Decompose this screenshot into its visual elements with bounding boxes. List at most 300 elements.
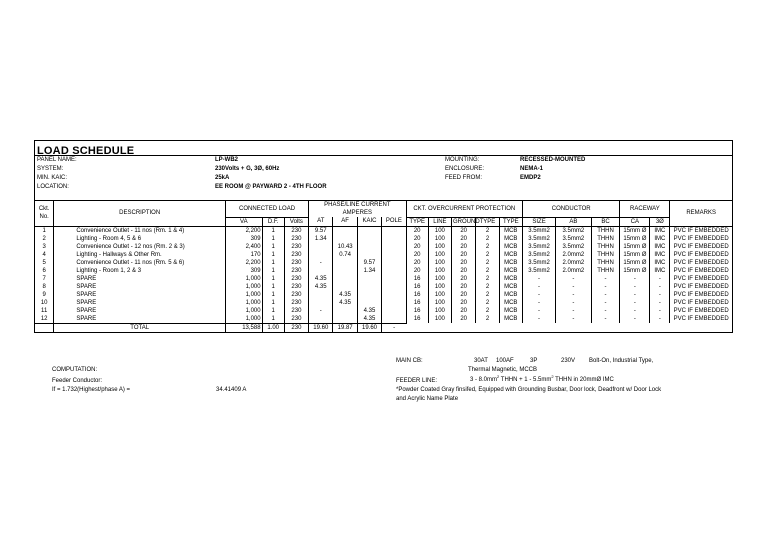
- raceway-type-cell: 15mm Ø: [620, 251, 650, 259]
- description-cell: SPARE: [54, 315, 226, 324]
- line-cell: 3.5mm2: [522, 259, 555, 267]
- raceway-type-cell: -: [620, 291, 650, 299]
- line-cell: 3.5mm2: [522, 251, 555, 259]
- raceway-size-header: SIZE: [522, 217, 555, 226]
- table-row: [35, 275, 732, 283]
- load-schedule-sheet: [34, 140, 733, 333]
- volts-cell: 230: [284, 259, 308, 267]
- system-label: SYSTEM:: [37, 166, 64, 172]
- df-cell: 1: [262, 243, 284, 251]
- ab-header: AB: [556, 217, 591, 226]
- at-cell: 20: [406, 235, 428, 243]
- enclosure-value: NEMA-1: [520, 166, 544, 172]
- schedule-table: [35, 201, 732, 332]
- pole-cell: 2: [476, 267, 499, 275]
- remarks-header: REMARKS: [670, 201, 732, 226]
- conductor-type-cell: THHN: [591, 235, 620, 243]
- raceway-type-cell: 15mm Ø: [620, 267, 650, 275]
- feeder-line-value: $3 - 8.0mm^2$ THHN + $1 - 5.5mm^2$ THHN in 20mmØ IMC: [470, 374, 614, 383]
- df-cell: 1: [262, 226, 284, 235]
- ckt-no-cell: 11: [35, 307, 54, 315]
- kaic-cell: 20: [452, 315, 476, 324]
- df-cell: 1: [262, 307, 284, 315]
- description-cell: SPARE: [54, 307, 226, 315]
- three-phase-cell: [382, 267, 406, 275]
- ckt-no-cell: 8: [35, 283, 54, 291]
- ab-cell: [309, 267, 333, 275]
- raceway-size-cell: -: [650, 291, 670, 299]
- kaic-cell: 20: [452, 235, 476, 243]
- va-cell: 1,000: [226, 275, 263, 283]
- total-va: 13,588: [226, 323, 263, 332]
- af-cell: 100: [428, 251, 451, 259]
- pole-cell: 2: [476, 275, 499, 283]
- volts-cell: 230: [284, 307, 308, 315]
- va-cell: 1,000: [226, 307, 263, 315]
- three-phase-cell: [382, 251, 406, 259]
- bc-header: BC: [591, 217, 620, 226]
- remarks-cell: PVC IF EMBEDDED: [673, 243, 729, 250]
- ab-cell: [309, 299, 333, 307]
- table-row: [35, 283, 732, 291]
- remarks-cell: PVC IF EMBEDDED: [673, 259, 729, 266]
- panel-name-value: LP-WB2: [215, 157, 238, 163]
- volts-cell: 230: [284, 243, 308, 251]
- raceway-size-cell: IMC: [650, 243, 670, 251]
- ckt-no-cell: 2: [35, 235, 54, 243]
- at-cell: 20: [406, 226, 428, 235]
- type-cell: MCB: [499, 235, 522, 243]
- ground-cell: -: [556, 275, 591, 283]
- conductor-type-cell: THHN: [591, 267, 620, 275]
- at-cell: 16: [406, 307, 428, 315]
- ab-cell: 1.34: [309, 235, 333, 243]
- main-cb-volts: 230V: [561, 358, 576, 364]
- volts-cell: 230: [284, 267, 308, 275]
- pole-cell: 2: [476, 226, 499, 235]
- bc-cell: 10.43: [333, 243, 357, 251]
- table-row: [35, 243, 732, 251]
- conductor-type-cell: -: [591, 299, 620, 307]
- ca-cell: [357, 243, 381, 251]
- af-cell: 100: [428, 299, 451, 307]
- ca-cell: [357, 226, 381, 235]
- df-cell: 1: [262, 315, 284, 324]
- af-cell: 100: [428, 259, 451, 267]
- pole-cell: 2: [476, 251, 499, 259]
- at-cell: 16: [406, 315, 428, 324]
- va-cell: 1,000: [226, 299, 263, 307]
- line-cell: 3.5mm2: [522, 267, 555, 275]
- type-cell: MCB: [499, 275, 522, 283]
- volts-cell: 230: [284, 291, 308, 299]
- line-cell: -: [522, 315, 555, 324]
- description-header: DESCRIPTION: [54, 201, 226, 226]
- df-cell: 1: [262, 299, 284, 307]
- af-cell: 100: [428, 275, 451, 283]
- kaic-cell: 20: [452, 267, 476, 275]
- ca-cell: [357, 251, 381, 259]
- pole-cell: 2: [476, 243, 499, 251]
- total-volts: 230: [284, 323, 308, 332]
- pole-header: POLE: [382, 217, 406, 226]
- three-phase-cell: [382, 259, 406, 267]
- main-cb-af: 100AF: [496, 358, 514, 364]
- ca-cell: [357, 275, 381, 283]
- three-phase-cell: [382, 275, 406, 283]
- df-cell: 1: [262, 251, 284, 259]
- pole-cell: 2: [476, 283, 499, 291]
- ckt-no-cell: 9: [35, 291, 54, 299]
- type-cell: MCB: [499, 243, 522, 251]
- line-cell: 3.5mm2: [522, 235, 555, 243]
- remarks-cell: PVC IF EMBEDDED: [673, 283, 729, 290]
- kaic-cell: 20: [452, 251, 476, 259]
- df-header: D.F.: [262, 217, 284, 226]
- va-cell: 170: [226, 251, 263, 259]
- table-row: [35, 235, 732, 243]
- af-cell: 100: [428, 291, 451, 299]
- ground-cell: -: [556, 283, 591, 291]
- description-cell: Lighting - Room 4, 5 & 6: [54, 235, 226, 243]
- raceway-size-cell: -: [650, 275, 670, 283]
- ground-cell: 3.5mm2: [556, 243, 591, 251]
- three-phase-header: 3Ø: [650, 217, 670, 226]
- table-row: [35, 251, 732, 259]
- line-cell: -: [522, 283, 555, 291]
- volts-cell: 230: [284, 299, 308, 307]
- df-cell: 1: [262, 275, 284, 283]
- raceway-size-cell: -: [650, 307, 670, 315]
- af-cell: 100: [428, 226, 451, 235]
- mounting-value: RECESSED-MOUNTED: [520, 157, 586, 163]
- va-cell: 1,000: [226, 283, 263, 291]
- ckt-no-cell: 1: [35, 226, 54, 235]
- pole-cell: 2: [476, 291, 499, 299]
- overcurrent-header: CKT. OVERCURRENT PROTECTION: [406, 201, 522, 217]
- main-cb-at: 30AT: [474, 358, 488, 364]
- raceway-type-cell: 15mm Ø: [620, 226, 650, 235]
- at-cell: 16: [406, 283, 428, 291]
- main-cb-desc: Bolt-On, Industrial Type,: [589, 358, 654, 364]
- volts-cell: 230: [284, 315, 308, 324]
- raceway-type-cell: -: [620, 315, 650, 324]
- phase-current-header: PHASE/LINE CURRENT AMPERES: [309, 201, 407, 217]
- va-cell: 309: [226, 267, 263, 275]
- system-value: 230Volts + G, 3Ø, 60Hz: [215, 166, 280, 172]
- description-cell: Convenience Outlet - 12 nos (Rm. 2 & 3): [54, 243, 226, 251]
- raceway-type-cell: 15mm Ø: [620, 243, 650, 251]
- ckt-no-cell: 7: [35, 275, 54, 283]
- panel-name-label: PANEL NAME:: [37, 157, 77, 163]
- ca-cell: [357, 283, 381, 291]
- ground-header: GROUND: [453, 218, 480, 225]
- mounting-label: MOUNTING:: [445, 157, 480, 163]
- ca-cell: [357, 299, 381, 307]
- raceway-type-cell: 15mm Ø: [620, 235, 650, 243]
- at-cell: 20: [406, 251, 428, 259]
- description-cell: SPARE: [54, 299, 226, 307]
- type-cell: MCB: [499, 226, 522, 235]
- af-cell: 100: [428, 307, 451, 315]
- total-bc: 19.87: [333, 323, 357, 332]
- ab-cell: -: [309, 259, 333, 267]
- type-cell: MCB: [499, 251, 522, 259]
- af-header: AF: [333, 217, 357, 226]
- page-title: LOAD SCHEDULE: [37, 145, 135, 157]
- at-cell: 20: [406, 267, 428, 275]
- af-cell: 100: [428, 267, 451, 275]
- raceway-size-cell: IMC: [650, 235, 670, 243]
- feeder-conductor-label: Feeder Conductor:: [52, 378, 103, 384]
- table-row: [35, 299, 732, 307]
- schedule-rows: [35, 226, 732, 323]
- raceway-type-cell: -: [620, 307, 650, 315]
- conductor-header: CONDUCTOR: [522, 201, 620, 217]
- description-cell: SPARE: [54, 291, 226, 299]
- ckt-no-cell: 5: [35, 259, 54, 267]
- description-cell: Convenience Outlet - 11 nos (Rm. 1 & 4): [54, 226, 226, 235]
- conductor-type-cell: THHN: [591, 243, 620, 251]
- ground-cell: -: [556, 299, 591, 307]
- df-cell: 1: [262, 291, 284, 299]
- three-phase-cell: [382, 307, 406, 315]
- va-cell: 2,200: [226, 259, 263, 267]
- type-cell: MCB: [499, 291, 522, 299]
- af-cell: 100: [428, 243, 451, 251]
- volts-cell: 230: [284, 275, 308, 283]
- line-cell: 3.5mm2: [522, 226, 555, 235]
- conductor-type-cell: -: [591, 283, 620, 291]
- feed-from-value: EMDP2: [520, 175, 541, 181]
- bc-cell: [333, 283, 357, 291]
- va-cell: 309: [226, 235, 263, 243]
- ground-cell: -: [556, 307, 591, 315]
- type-cell: MCB: [499, 283, 522, 291]
- conductor-type-cell: -: [591, 307, 620, 315]
- three-phase-cell: [382, 235, 406, 243]
- ab-cell: -: [309, 307, 333, 315]
- at-cell: 16: [406, 291, 428, 299]
- remarks-cell: PVC IF EMBEDDED: [673, 315, 729, 322]
- ca-cell: 9.57: [357, 259, 381, 267]
- description-cell: SPARE: [54, 283, 226, 291]
- ground-cell: 2.0mm2: [556, 251, 591, 259]
- total-three-phase: -: [382, 323, 406, 332]
- ab-cell: 9.57: [309, 226, 333, 235]
- ground-cell: 3.5mm2: [556, 226, 591, 235]
- line-cell: -: [522, 275, 555, 283]
- bc-cell: [333, 259, 357, 267]
- bc-cell: 4.35: [333, 299, 357, 307]
- ab-cell: 4.35: [309, 283, 333, 291]
- formula-text: If = 1.732(Highest/phase A) =: [52, 387, 131, 393]
- ckt-no-cell: 6: [35, 267, 54, 275]
- feed-from-label: FEED FROM:: [445, 175, 482, 181]
- remarks-cell: PVC IF EMBEDDED: [673, 299, 729, 306]
- pole-cell: 2: [476, 299, 499, 307]
- raceway-type-cell: -: [620, 275, 650, 283]
- remarks-cell: PVC IF EMBEDDED: [673, 307, 729, 314]
- three-phase-cell: [382, 243, 406, 251]
- va-cell: 2,400: [226, 243, 263, 251]
- kaic-header: KAIC: [357, 217, 381, 226]
- at-cell: 20: [406, 259, 428, 267]
- bc-cell: [333, 267, 357, 275]
- df-cell: 1: [262, 235, 284, 243]
- pole-cell: 2: [476, 307, 499, 315]
- enclosure-note-continued: and Acrylic Name Plate: [396, 396, 459, 402]
- feeder-line-label: FEEDER LINE:: [396, 378, 438, 384]
- at-header: AT: [309, 217, 333, 226]
- ground-cell: 2.0mm2: [556, 259, 591, 267]
- va-cell: 1,000: [226, 315, 263, 324]
- table-row: [35, 315, 732, 324]
- ckt-no-cell: 3: [35, 243, 54, 251]
- main-cb-desc2: Thermal Magnetic, MCCB: [468, 367, 538, 373]
- raceway-size-cell: -: [650, 299, 670, 307]
- three-phase-cell: [382, 299, 406, 307]
- line-cell: -: [522, 299, 555, 307]
- total-label: TOTAL: [54, 323, 226, 332]
- three-phase-cell: [382, 291, 406, 299]
- table-row: [35, 267, 732, 275]
- total-ca: 19.60: [357, 323, 381, 332]
- kaic-cell: 20: [452, 226, 476, 235]
- ca-cell: [357, 235, 381, 243]
- conductor-type-cell: THHN: [591, 251, 620, 259]
- min-kaic-value: 25kA: [215, 175, 230, 181]
- conductor-type-header: TYPE: [476, 217, 499, 226]
- table-row: [35, 291, 732, 299]
- description-cell: SPARE: [54, 275, 226, 283]
- volts-cell: 230: [284, 251, 308, 259]
- ca-cell: [357, 291, 381, 299]
- panel-info: [35, 156, 732, 201]
- description-cell: Lighting - Room 1, 2 & 3: [54, 267, 226, 275]
- ab-cell: [309, 243, 333, 251]
- type-cell: MCB: [499, 299, 522, 307]
- remarks-cell: PVC IF EMBEDDED: [673, 251, 729, 258]
- line-cell: -: [522, 307, 555, 315]
- line-header: LINE: [428, 217, 451, 226]
- total-df: 1.00: [262, 323, 284, 332]
- remarks-cell: PVC IF EMBEDDED: [673, 267, 729, 274]
- three-phase-cell: [382, 226, 406, 235]
- ground-cell: -: [556, 315, 591, 324]
- ground-cell: 3.5mm2: [556, 235, 591, 243]
- bc-cell: [333, 307, 357, 315]
- bc-cell: [333, 226, 357, 235]
- raceway-size-cell: IMC: [650, 259, 670, 267]
- bc-cell: 4.35: [333, 291, 357, 299]
- df-cell: 1: [262, 267, 284, 275]
- conductor-type-cell: -: [591, 275, 620, 283]
- type-header: TYPE: [406, 217, 428, 226]
- min-kaic-label: MIN. KAIC:: [37, 175, 68, 181]
- conductor-type-cell: THHN: [591, 259, 620, 267]
- kaic-cell: 20: [452, 243, 476, 251]
- at-cell: 16: [406, 299, 428, 307]
- ckt-no-header: Ckt. No.: [35, 201, 54, 226]
- ca-cell: 4.35: [357, 307, 381, 315]
- remarks-cell: PVC IF EMBEDDED: [673, 275, 729, 282]
- location-value: EE ROOM @ PAYWARD 2 - 4TH FLOOR: [215, 184, 327, 190]
- va-cell: 1,000: [226, 291, 263, 299]
- ab-cell: [309, 315, 333, 324]
- computation-label: COMPUTATION:: [52, 367, 98, 373]
- raceway-type-cell: -: [620, 283, 650, 291]
- ab-cell: [309, 291, 333, 299]
- raceway-type-header: TYPE: [499, 217, 522, 226]
- enclosure-label: ENCLOSURE:: [445, 166, 485, 172]
- volts-header: Volts: [284, 217, 308, 226]
- at-cell: 16: [406, 275, 428, 283]
- main-cb-label: MAIN CB:: [396, 358, 423, 364]
- pole-cell: 2: [476, 259, 499, 267]
- at-cell: 20: [406, 243, 428, 251]
- total-ab: 19.60: [309, 323, 333, 332]
- ckt-no-cell: 12: [35, 315, 54, 324]
- type-cell: MCB: [499, 315, 522, 324]
- bc-cell: 0.74: [333, 251, 357, 259]
- total-row: [35, 323, 732, 332]
- connected-load-header: CONNECTED LOAD: [226, 201, 309, 217]
- line-cell: -: [522, 291, 555, 299]
- raceway-size-cell: -: [650, 283, 670, 291]
- description-cell: Lighting - Hallways & Other Rm.: [54, 251, 226, 259]
- df-cell: 1: [262, 283, 284, 291]
- ab-cell: 4.35: [309, 275, 333, 283]
- ab-cell: [309, 251, 333, 259]
- af-cell: 100: [428, 235, 451, 243]
- bottom-notes: [34, 356, 731, 406]
- table-row: [35, 226, 732, 235]
- pole-cell: 2: [476, 315, 499, 324]
- va-cell: 2,200: [226, 226, 263, 235]
- table-row: [35, 307, 732, 315]
- raceway-type-cell: 15mm Ø: [620, 259, 650, 267]
- description-cell: Convenience Outlet - 11 nos (Rm. 5 & 6): [54, 259, 226, 267]
- va-header: VA: [226, 217, 263, 226]
- volts-cell: 230: [284, 226, 308, 235]
- type-cell: MCB: [499, 307, 522, 315]
- location-label: LOCATION:: [37, 184, 69, 190]
- ground-cell: -: [556, 291, 591, 299]
- ca-header: CA: [620, 217, 650, 226]
- volts-cell: 230: [284, 283, 308, 291]
- volts-cell: 230: [284, 235, 308, 243]
- title-row: [35, 141, 732, 156]
- remarks-cell: PVC IF EMBEDDED: [673, 291, 729, 298]
- raceway-size-cell: IMC: [650, 251, 670, 259]
- remarks-cell: PVC IF EMBEDDED: [670, 226, 732, 235]
- af-cell: 100: [428, 315, 451, 324]
- ckt-no-cell: 10: [35, 299, 54, 307]
- bc-cell: [333, 235, 357, 243]
- raceway-size-cell: IMC: [650, 226, 670, 235]
- type-cell: MCB: [499, 259, 522, 267]
- main-cb-pole: 3P: [530, 358, 538, 364]
- bc-cell: [333, 315, 357, 324]
- raceway-size-cell: -: [650, 315, 670, 324]
- ca-cell: 4.35: [357, 315, 381, 324]
- conductor-type-cell: THHN: [591, 226, 620, 235]
- formula-result: 34.41409 A: [216, 387, 247, 393]
- kaic-cell: 20: [452, 291, 476, 299]
- bc-cell: [333, 275, 357, 283]
- kaic-cell: 20: [452, 259, 476, 267]
